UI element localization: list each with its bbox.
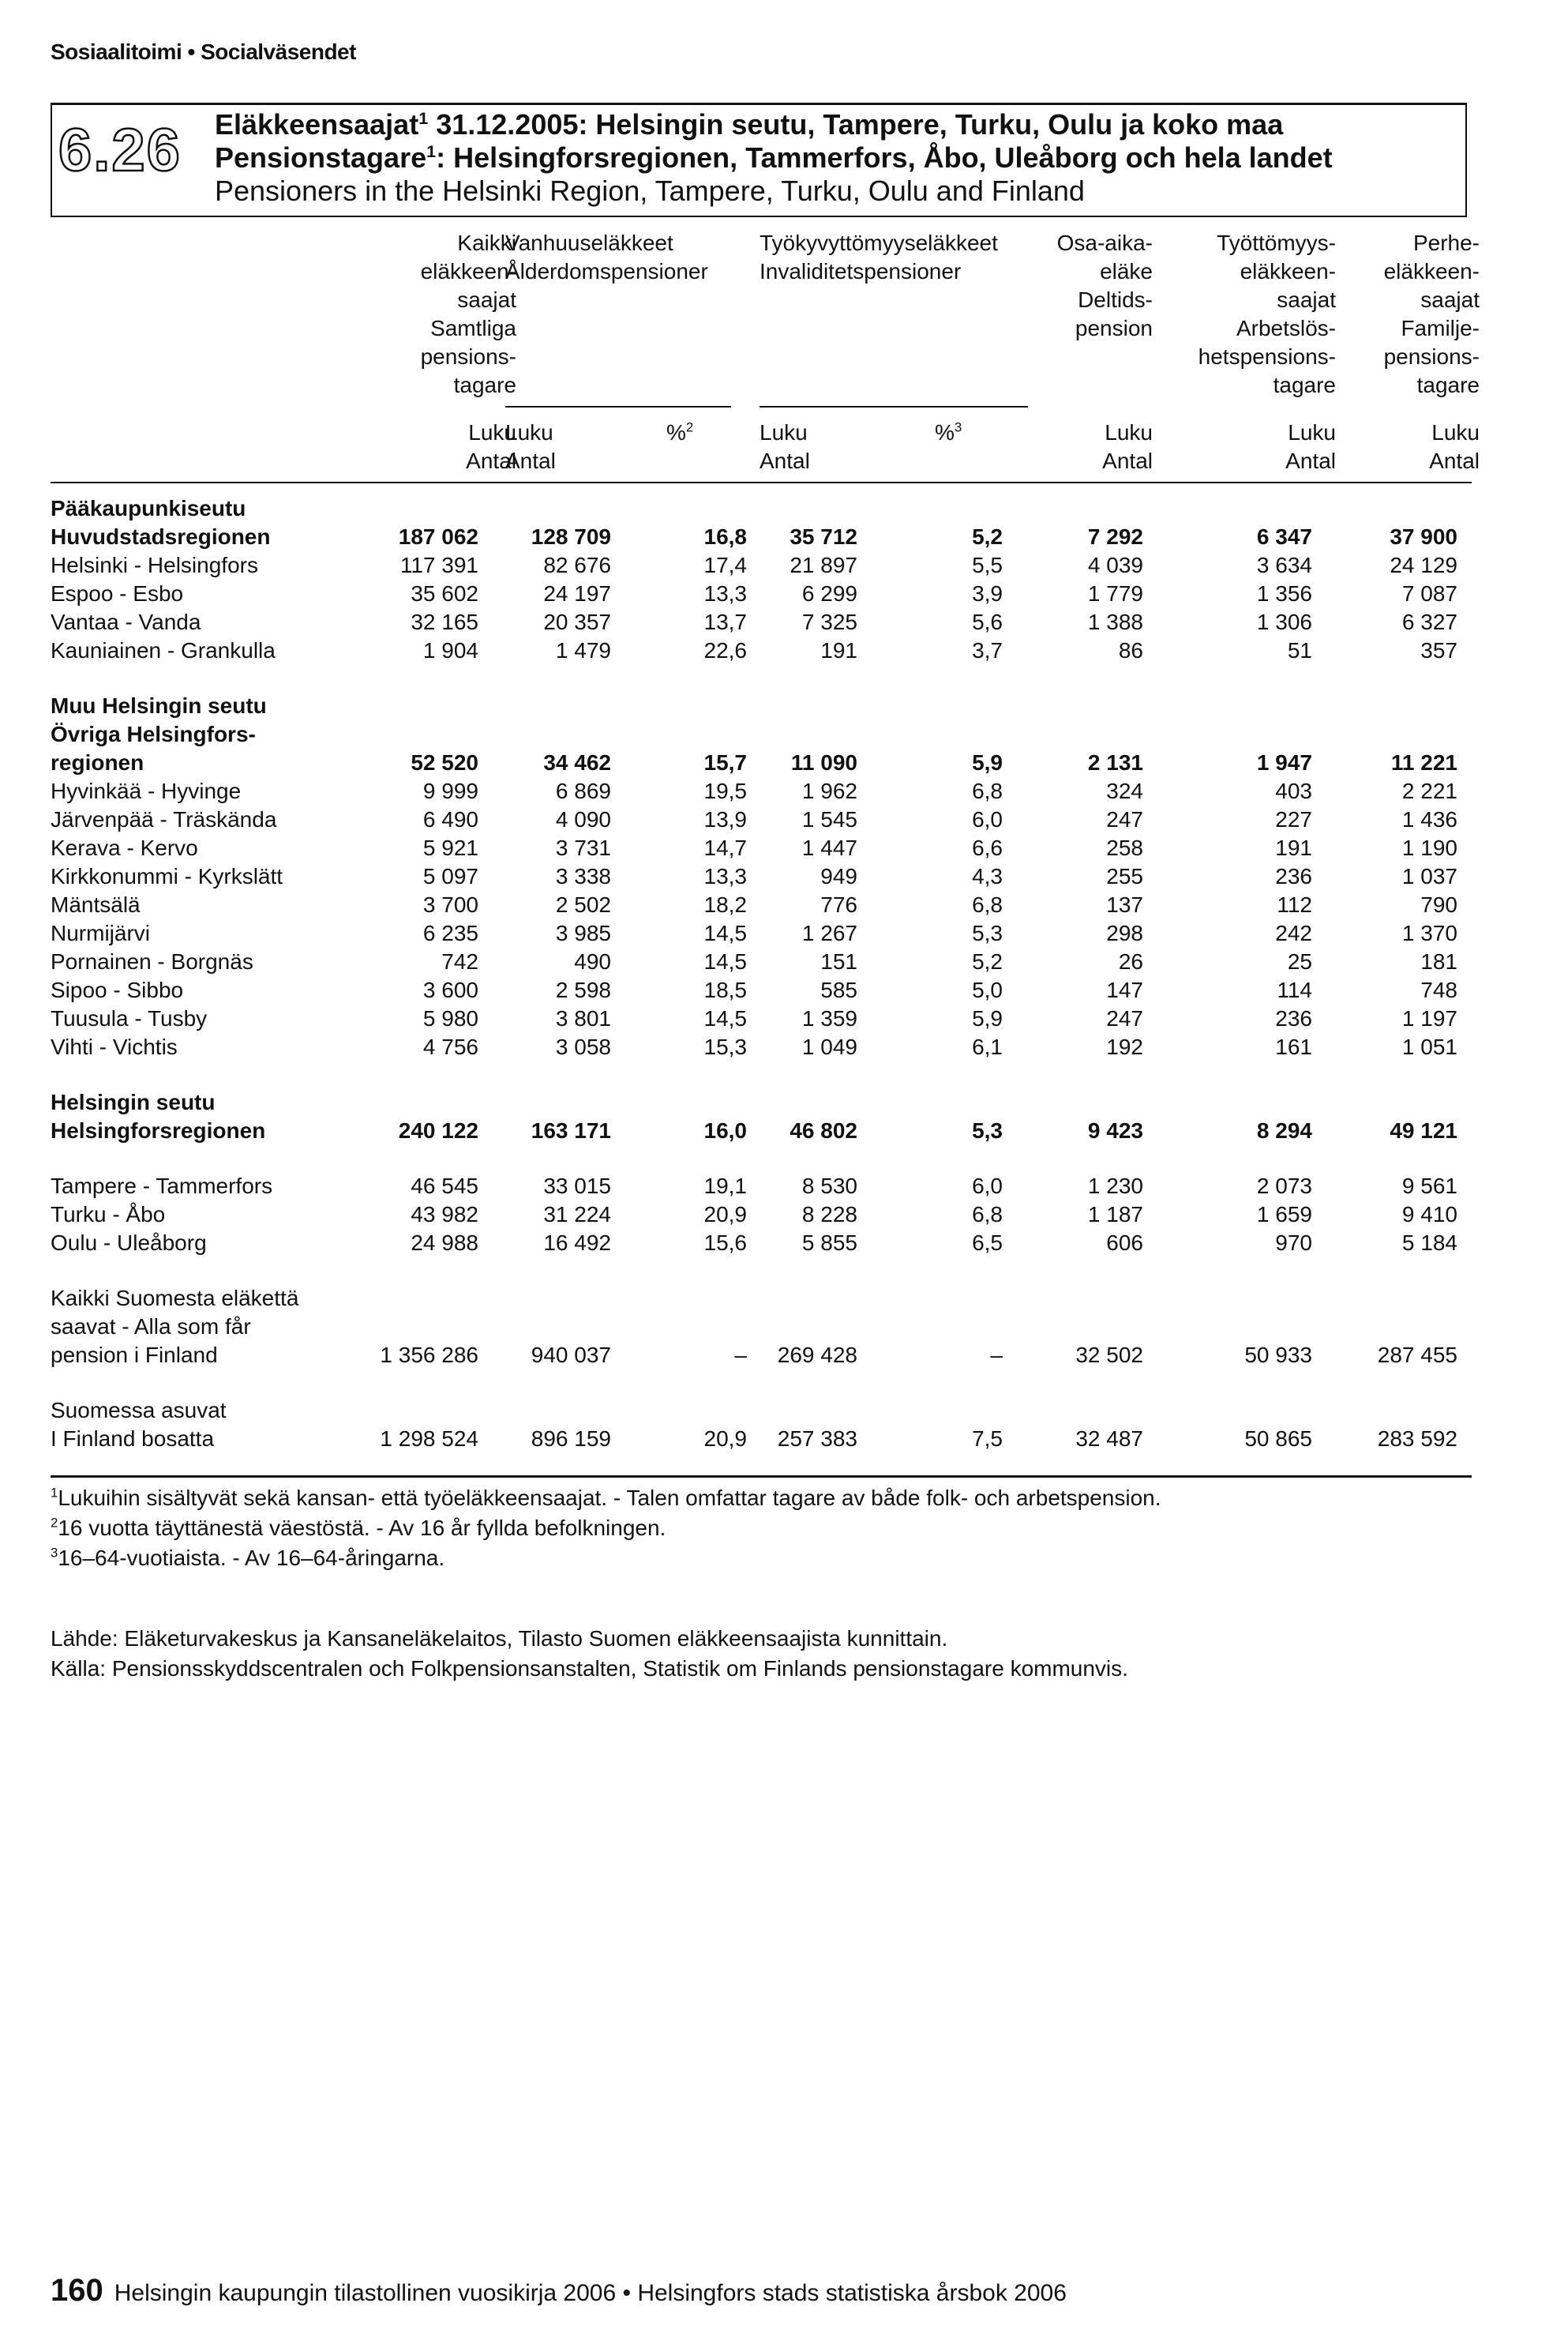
row-label: Mäntsälä <box>51 892 141 917</box>
cell-unemployment: 50 865 <box>1244 1426 1312 1451</box>
cell-family: 181 <box>1420 949 1457 974</box>
cell-unemployment: 3 634 <box>1256 553 1312 577</box>
cell-disability: 8 228 <box>801 1202 857 1227</box>
cell-part-time: 298 <box>1106 921 1143 945</box>
table-row <box>51 777 1472 806</box>
cell-part-time: 32 487 <box>1075 1426 1143 1451</box>
cell-unemployment: 25 <box>1287 949 1312 974</box>
cell-old-age: 33 015 <box>543 1174 611 1198</box>
cell-disability-pct: 6,0 <box>972 1174 1003 1198</box>
row-spacer <box>51 1145 1472 1172</box>
table-row <box>51 806 1472 834</box>
cell-disability-pct: 3,7 <box>972 638 1003 663</box>
cell-disability: 11 090 <box>790 750 857 775</box>
unit-disability-pct: %$^3$ <box>935 419 962 445</box>
cell-old-age: 163 171 <box>531 1118 611 1143</box>
cell-unemployment: 51 <box>1287 638 1312 663</box>
header-family: Perhe- eläkkeen- saajat Familje- pensions- tagare <box>1383 231 1480 397</box>
row-label: Suomessa asuvat <box>51 1398 227 1422</box>
table-row <box>51 720 1472 749</box>
cell-disability-pct: 6,0 <box>972 807 1003 832</box>
cell-family: 283 592 <box>1377 1426 1457 1451</box>
table-row <box>51 1229 1472 1257</box>
row-spacer <box>51 665 1472 692</box>
cell-old-age-pct: 14,5 <box>703 1006 747 1031</box>
table-row <box>51 891 1472 919</box>
cell-family: 1 436 <box>1401 807 1457 832</box>
cell-disability: 46 802 <box>790 1118 857 1143</box>
cell-all: 240 122 <box>398 1118 478 1143</box>
header-part-time: Osa-aika- eläke Deltids- pension <box>1056 231 1153 340</box>
title-box <box>51 103 1467 217</box>
row-label: Espoo - Esbo <box>51 581 184 606</box>
table-row <box>51 749 1472 777</box>
row-label: Övriga Helsingfors- <box>51 722 256 746</box>
row-label: Pornainen - Borgnäs <box>51 949 253 974</box>
table-bottom-rule <box>51 1475 1472 1478</box>
cell-disability: 1 962 <box>801 779 857 803</box>
table-row <box>51 637 1472 665</box>
cell-old-age-pct: 19,5 <box>703 779 747 803</box>
cell-unemployment: 1 306 <box>1256 610 1312 634</box>
cell-old-age: 24 197 <box>543 581 611 606</box>
table-row <box>51 1033 1472 1061</box>
cell-old-age: 490 <box>574 949 611 974</box>
row-label: Helsinki - Helsingfors <box>51 553 258 577</box>
cell-disability-pct: – <box>990 1343 1003 1367</box>
cell-all: 1 356 286 <box>380 1343 478 1367</box>
cell-old-age-pct: 13,9 <box>703 807 747 832</box>
cell-disability-pct: 5,0 <box>972 978 1003 1002</box>
cell-family: 1 051 <box>1401 1035 1457 1059</box>
cell-disability-pct: 6,6 <box>972 836 1003 860</box>
cell-disability-pct: 6,1 <box>972 1035 1003 1059</box>
cell-unemployment: 114 <box>1277 978 1312 1002</box>
cell-old-age: 940 037 <box>531 1343 611 1367</box>
cell-family: 2 221 <box>1401 779 1457 803</box>
cell-old-age: 3 801 <box>555 1006 611 1031</box>
row-label: Helsingforsregionen <box>51 1118 266 1143</box>
cell-part-time: 2 131 <box>1087 750 1143 775</box>
cell-all: 1 298 524 <box>380 1426 478 1451</box>
row-label: Muu Helsingin seutu <box>51 693 267 718</box>
table-row <box>51 1117 1472 1145</box>
row-label: Kirkkonummi - Kyrkslätt <box>51 864 283 888</box>
cell-old-age: 3 731 <box>555 836 611 860</box>
cell-all: 6 490 <box>422 807 478 832</box>
cell-part-time: 147 <box>1106 978 1143 1002</box>
footnotes <box>51 1483 1161 1573</box>
row-label: Turku - Åbo <box>51 1202 166 1227</box>
footnote-1: $^1$Lukuihin sisältyvät sekä kansan- että työeläkkeensaajat. - Talen omfattar tagare av både folk- och arbetspension. <box>51 1485 1161 1510</box>
unit-disability-count: Luku Antal <box>760 420 810 473</box>
cell-unemployment: 1 659 <box>1256 1202 1312 1227</box>
cell-disability: 191 <box>820 638 857 663</box>
cell-old-age-pct: – <box>734 1343 747 1367</box>
cell-all: 742 <box>441 949 478 974</box>
cell-disability: 1 447 <box>801 836 857 860</box>
cell-all: 3 700 <box>422 892 478 917</box>
cell-disability: 1 049 <box>801 1035 857 1059</box>
cell-old-age-pct: 15,6 <box>703 1230 747 1255</box>
row-label: Helsingin seutu <box>51 1090 216 1114</box>
cell-disability: 6 299 <box>801 581 857 606</box>
table-row <box>51 494 1472 523</box>
cell-family: 5 184 <box>1401 1230 1457 1255</box>
row-spacer <box>51 1061 1472 1088</box>
table-row <box>51 1088 1472 1117</box>
cell-old-age-pct: 19,1 <box>703 1174 747 1198</box>
cell-part-time: 9 423 <box>1087 1118 1143 1143</box>
row-label: Sipoo - Sibbo <box>51 978 184 1002</box>
cell-disability: 35 712 <box>790 524 857 549</box>
cell-old-age-pct: 17,4 <box>703 553 747 577</box>
cell-disability-pct: 5,2 <box>972 949 1003 974</box>
cell-family: 790 <box>1420 892 1457 917</box>
cell-old-age: 31 224 <box>543 1202 611 1227</box>
cell-part-time: 1 230 <box>1087 1174 1143 1198</box>
cell-disability-pct: 5,3 <box>972 921 1003 945</box>
cell-old-age-pct: 14,7 <box>703 836 747 860</box>
cell-old-age-pct: 16,0 <box>703 1118 747 1143</box>
cell-part-time: 4 039 <box>1087 553 1143 577</box>
header-old-age: Vanhuuseläkkeet Ålderdomspensioner <box>505 231 708 284</box>
table-row <box>51 523 1472 551</box>
page-footer <box>51 2273 1067 2309</box>
cell-all: 5 921 <box>422 836 478 860</box>
cell-old-age-pct: 15,7 <box>703 750 747 775</box>
cell-all: 6 235 <box>422 921 478 945</box>
table-row <box>51 919 1472 948</box>
cell-all: 35 602 <box>411 581 478 606</box>
row-label: I Finland bosatta <box>51 1426 215 1451</box>
cell-unemployment: 236 <box>1275 1006 1312 1031</box>
cell-all: 117 391 <box>400 553 478 577</box>
table-row <box>51 1200 1472 1229</box>
cell-disability-pct: 4,3 <box>972 864 1003 888</box>
cell-disability-pct: 5,9 <box>972 750 1003 775</box>
header-all-pensioners: Kaikki eläkkeen- saajat Samtliga pensions- tagare <box>420 231 516 397</box>
cell-old-age: 896 159 <box>531 1426 611 1451</box>
cell-all: 5 097 <box>422 864 478 888</box>
row-label: Kauniainen - Grankulla <box>51 638 276 663</box>
cell-unemployment: 242 <box>1275 921 1312 945</box>
header-disability: Työkyvyttömyyseläkkeet Invaliditetspensioner <box>760 231 998 284</box>
cell-old-age-pct: 13,3 <box>703 581 747 606</box>
cell-disability: 585 <box>820 978 857 1002</box>
cell-old-age-pct: 16,8 <box>703 524 747 549</box>
cell-disability-pct: 6,8 <box>972 1202 1003 1227</box>
cell-part-time: 258 <box>1106 836 1143 860</box>
unit-part-time: Luku Antal <box>1102 420 1153 473</box>
cell-family: 49 121 <box>1390 1118 1457 1143</box>
cell-old-age: 82 676 <box>543 553 611 577</box>
unit-old-age-count: Luku Antal <box>505 420 556 473</box>
cell-all: 32 165 <box>411 610 478 634</box>
row-label: saavat - Alla som får <box>51 1314 251 1339</box>
cell-old-age: 16 492 <box>543 1230 611 1255</box>
cell-unemployment: 403 <box>1275 779 1312 803</box>
cell-disability: 1 359 <box>801 1006 857 1031</box>
cell-family: 1 037 <box>1401 864 1457 888</box>
table-row <box>51 948 1472 976</box>
cell-part-time: 192 <box>1106 1035 1143 1059</box>
source-swedish: Källa: Pensionsskyddscentralen och Folkpensionsanstalten, Statistik om Finlands pensionstagare kommunvis. <box>51 1656 1128 1681</box>
cell-part-time: 137 <box>1106 892 1143 917</box>
table-row <box>51 608 1472 637</box>
cell-old-age: 20 357 <box>543 610 611 634</box>
cell-family: 287 455 <box>1377 1343 1457 1367</box>
row-spacer <box>51 1257 1472 1284</box>
cell-disability: 776 <box>820 892 857 917</box>
table-row <box>51 834 1472 862</box>
cell-part-time: 26 <box>1118 949 1143 974</box>
cell-old-age: 128 709 <box>531 524 611 549</box>
cell-old-age: 1 479 <box>555 638 611 663</box>
cell-part-time: 324 <box>1106 779 1143 803</box>
cell-disability-pct: 5,6 <box>972 610 1003 634</box>
cell-family: 1 370 <box>1401 921 1457 945</box>
table-row <box>51 580 1472 608</box>
cell-family: 6 327 <box>1401 610 1457 634</box>
cell-old-age: 3 058 <box>555 1035 611 1059</box>
row-spacer <box>51 1369 1472 1396</box>
cell-family: 1 197 <box>1401 1006 1457 1031</box>
cell-disability-pct: 6,8 <box>972 892 1003 917</box>
cell-old-age: 3 338 <box>555 864 611 888</box>
table-row <box>51 862 1472 891</box>
cell-unemployment: 1 356 <box>1256 581 1312 606</box>
cell-unemployment: 6 347 <box>1256 524 1312 549</box>
cell-disability-pct: 5,3 <box>972 1118 1003 1143</box>
row-label: Kerava - Kervo <box>51 836 198 860</box>
cell-unemployment: 227 <box>1275 807 1312 832</box>
cell-unemployment: 191 <box>1275 836 1312 860</box>
footnote-3: $^3$16–64-vuotiaista. - Av 16–64-åringarna. <box>51 1545 445 1570</box>
cell-unemployment: 236 <box>1275 864 1312 888</box>
table-number: 6.26 <box>58 117 182 184</box>
cell-disability-pct: 3,9 <box>972 581 1003 606</box>
cell-old-age: 2 598 <box>555 978 611 1002</box>
old-age-span-rule <box>505 406 731 408</box>
cell-unemployment: 8 294 <box>1256 1118 1312 1143</box>
cell-part-time: 255 <box>1106 864 1143 888</box>
cell-disability: 8 530 <box>801 1174 857 1198</box>
table-row <box>51 976 1472 1005</box>
title-finnish: Eläkkeensaajat$^1$ 31.12.2005: Helsingin seutu, Tampere, Turku, Oulu ja koko maa <box>215 108 1284 141</box>
title-english: Pensioners in the Helsinki Region, Tampere, Turku, Oulu and Finland <box>215 175 1085 207</box>
cell-old-age-pct: 20,9 <box>703 1202 747 1227</box>
cell-all: 187 062 <box>398 524 478 549</box>
cell-family: 748 <box>1420 978 1457 1002</box>
cell-part-time: 1 779 <box>1087 581 1143 606</box>
unit-old-age-pct: %$^2$ <box>666 419 694 445</box>
row-label: pension i Finland <box>51 1343 218 1367</box>
unit-unemployment: Luku Antal <box>1285 420 1336 473</box>
cell-disability: 949 <box>820 864 857 888</box>
title-swedish: Pensionstagare$^1$: Helsingforsregionen, Tammerfors, Åbo, Uleåborg och hela landet <box>215 141 1333 174</box>
cell-old-age-pct: 20,9 <box>703 1426 747 1451</box>
row-label: Kaikki Suomesta eläkettä <box>51 1286 299 1310</box>
cell-unemployment: 161 <box>1275 1035 1312 1059</box>
cell-all: 3 600 <box>422 978 478 1002</box>
cell-disability: 21 897 <box>790 553 857 577</box>
cell-family: 37 900 <box>1390 524 1457 549</box>
unit-family: Luku Antal <box>1429 420 1480 473</box>
row-label: Tuusula - Tusby <box>51 1006 208 1031</box>
cell-disability: 1 267 <box>801 921 857 945</box>
cell-old-age: 6 869 <box>555 779 611 803</box>
cell-old-age-pct: 13,3 <box>703 864 747 888</box>
cell-disability-pct: 7,5 <box>972 1426 1003 1451</box>
row-label: Hyvinkää - Hyvinge <box>51 779 242 803</box>
cell-family: 1 190 <box>1401 836 1457 860</box>
cell-all: 43 982 <box>411 1202 478 1227</box>
cell-family: 9 410 <box>1401 1202 1457 1227</box>
row-label: Vihti - Vichtis <box>51 1035 178 1059</box>
row-label: Oulu - Uleåborg <box>51 1230 207 1255</box>
table-row <box>51 1172 1472 1200</box>
cell-old-age: 34 462 <box>543 750 611 775</box>
cell-disability: 257 383 <box>777 1426 857 1451</box>
header-bottom-rule <box>51 482 1472 483</box>
cell-all: 1 904 <box>422 638 478 663</box>
footnote-2: $^2$16 vuotta täyttänestä väestöstä. - Av 16 år fyllda befolkningen. <box>51 1515 666 1540</box>
table-row <box>51 551 1472 580</box>
cell-family: 9 561 <box>1401 1174 1457 1198</box>
cell-disability: 1 545 <box>801 807 857 832</box>
cell-disability: 269 428 <box>777 1343 857 1367</box>
running-head: Sosiaalitoimi • Socialväsendet <box>51 39 356 64</box>
cell-part-time: 1 187 <box>1087 1202 1143 1227</box>
cell-old-age-pct: 18,5 <box>703 978 747 1002</box>
cell-family: 11 221 <box>1390 750 1457 775</box>
cell-family: 357 <box>1420 638 1457 663</box>
table-row <box>51 1005 1472 1033</box>
cell-disability: 7 325 <box>801 610 857 634</box>
cell-part-time: 247 <box>1106 807 1143 832</box>
cell-old-age: 2 502 <box>555 892 611 917</box>
table-row <box>51 1341 1472 1369</box>
cell-all: 5 980 <box>422 1006 478 1031</box>
cell-unemployment: 112 <box>1277 892 1312 917</box>
cell-part-time: 86 <box>1118 638 1143 663</box>
cell-old-age-pct: 14,5 <box>703 949 747 974</box>
table-row <box>51 692 1472 720</box>
source-note <box>51 1624 1128 1684</box>
row-label: regionen <box>51 750 144 775</box>
header-unemployment: Työttömyys- eläkkeen- saajat Arbetslös- hetspensions- tagare <box>1198 231 1336 397</box>
cell-unemployment: 50 933 <box>1244 1343 1312 1367</box>
unit-all: Luku Antal <box>466 420 516 473</box>
cell-unemployment: 1 947 <box>1256 750 1312 775</box>
cell-disability-pct: 5,5 <box>972 553 1003 577</box>
table-row <box>51 1425 1472 1453</box>
table-row <box>51 1396 1472 1425</box>
cell-old-age-pct: 15,3 <box>703 1035 747 1059</box>
table-row <box>51 1313 1472 1341</box>
cell-old-age-pct: 22,6 <box>703 638 747 663</box>
page-number: 160 <box>51 2273 103 2308</box>
cell-old-age-pct: 13,7 <box>703 610 747 634</box>
cell-family: 7 087 <box>1401 581 1457 606</box>
cell-unemployment: 970 <box>1275 1230 1312 1255</box>
cell-disability-pct: 6,8 <box>972 779 1003 803</box>
cell-part-time: 247 <box>1106 1006 1143 1031</box>
row-label: Huvudstadsregionen <box>51 524 271 549</box>
cell-disability: 5 855 <box>801 1230 857 1255</box>
cell-all: 46 545 <box>411 1174 478 1198</box>
cell-disability-pct: 5,2 <box>972 524 1003 549</box>
row-label: Vantaa - Vanda <box>51 610 201 634</box>
cell-old-age: 3 985 <box>555 921 611 945</box>
cell-all: 24 988 <box>411 1230 478 1255</box>
footer-text: Helsingin kaupungin tilastollinen vuosikirja 2006 • Helsingfors stads statistiska årsbok 2006 <box>114 2280 1067 2306</box>
cell-part-time: 7 292 <box>1087 524 1143 549</box>
row-label: Järvenpää - Träskända <box>51 807 277 832</box>
row-label: Pääkaupunkiseutu <box>51 496 246 520</box>
pensioners-table <box>51 494 1472 1453</box>
cell-all: 4 756 <box>422 1035 478 1059</box>
table-titles <box>215 108 1333 208</box>
cell-part-time: 1 388 <box>1087 610 1143 634</box>
source-finnish: Lähde: Eläketurvakeskus ja Kansaneläkelaitos, Tilasto Suomen eläkkeensaajista kunnittain. <box>51 1626 948 1651</box>
cell-all: 52 520 <box>411 750 478 775</box>
cell-old-age-pct: 14,5 <box>703 921 747 945</box>
table-row <box>51 1284 1472 1313</box>
disability-span-rule <box>760 406 1028 408</box>
row-label: Nurmijärvi <box>51 921 150 945</box>
cell-unemployment: 2 073 <box>1256 1174 1312 1198</box>
cell-disability: 151 <box>820 949 857 974</box>
cell-old-age-pct: 18,2 <box>703 892 747 917</box>
cell-old-age: 4 090 <box>555 807 611 832</box>
cell-part-time: 32 502 <box>1075 1343 1143 1367</box>
cell-part-time: 606 <box>1106 1230 1143 1255</box>
row-label: Tampere - Tammerfors <box>51 1174 273 1198</box>
cell-disability-pct: 6,5 <box>972 1230 1003 1255</box>
cell-family: 24 129 <box>1390 553 1457 577</box>
cell-all: 9 999 <box>422 779 478 803</box>
cell-disability-pct: 5,9 <box>972 1006 1003 1031</box>
